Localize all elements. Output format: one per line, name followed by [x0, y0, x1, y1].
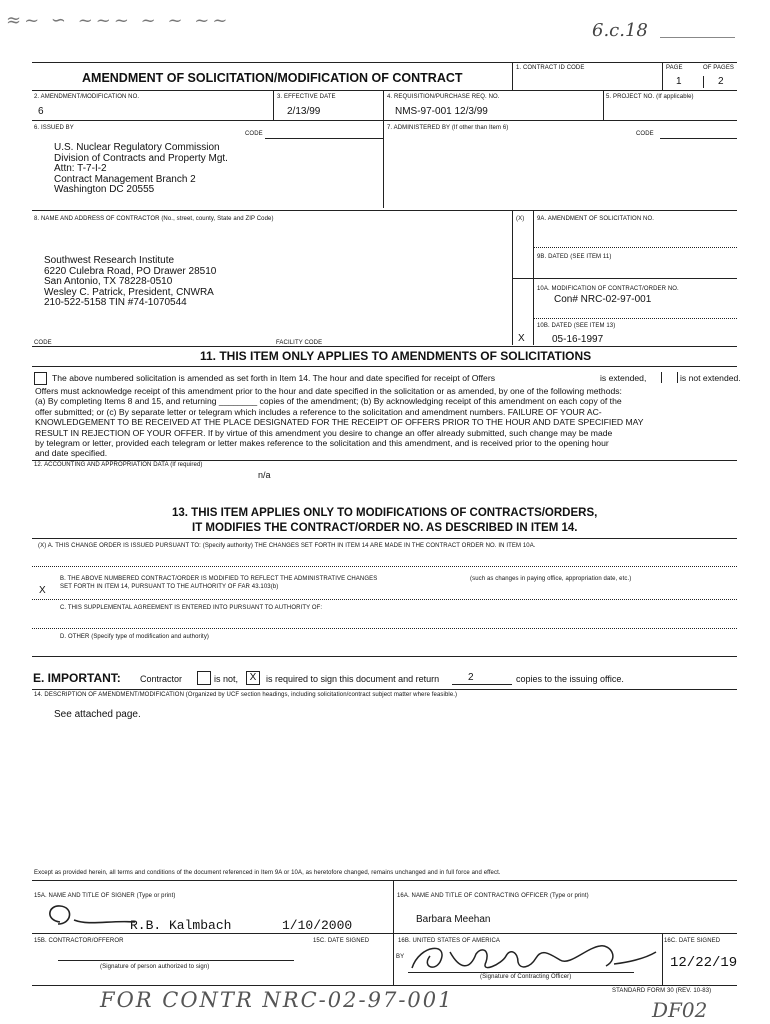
- item-13d-text: D. OTHER (Specify type of modification and authority): [60, 634, 210, 640]
- effective-date: 2/13/99: [287, 106, 321, 117]
- important-label: E. IMPORTANT:: [33, 671, 121, 685]
- item-15b-note: (Signature of person authorized to sign): [100, 964, 210, 970]
- contractor-signature: [40, 900, 150, 940]
- item-16b-note: (Signature of Contracting Officer): [480, 974, 572, 980]
- issued-by-label: 6. ISSUED BY: [34, 125, 74, 131]
- item-13b-mark: X: [39, 585, 46, 596]
- is-required-checkbox[interactable]: X: [246, 671, 260, 685]
- effective-date-label: 3. EFFECTIVE DATE: [277, 94, 336, 100]
- requisition-value: NMS-97-001 12/3/99: [395, 106, 488, 117]
- item-11-extended: is extended,: [600, 373, 647, 383]
- item-11-checkbox[interactable]: [34, 372, 47, 385]
- item-13-heading-line-2: IT MODIFIES THE CONTRACT/ORDER NO. AS DESCRIBED IN ITEM 14.: [192, 522, 578, 534]
- except-statement: Except as provided herein, all terms and conditions of the document referenced in Item 9A or 10A, as heretofore changed, remains unchanged and in full force and effect.: [34, 870, 501, 876]
- x-column-label: (X): [516, 216, 525, 222]
- page-number: 1: [676, 76, 682, 87]
- signer-name: R.B. Kalmbach: [130, 918, 232, 933]
- contractor-code-label: CODE: [34, 340, 52, 346]
- officer-signature: [410, 940, 660, 974]
- item-15c-label: 15C. DATE SIGNED: [313, 938, 370, 944]
- standard-form: STANDARD FORM 30 (REV. 10-83): [612, 988, 712, 994]
- item-11-not-extended: is not extended.: [680, 373, 741, 383]
- contract-id-label: 1. CONTRACT ID CODE: [516, 65, 585, 71]
- facility-code-label: FACILITY CODE: [276, 340, 323, 346]
- administered-by-label: 7. ADMINISTERED BY (If other than Item 6): [387, 125, 509, 131]
- item-13b-note: (such as changes in paying office, appropriation date, etc.): [470, 576, 632, 582]
- item-16b-label: 16B. UNITED STATES OF AMERICA: [398, 938, 501, 944]
- amendment-no-label: 2. AMENDMENT/MODIFICATION NO.: [34, 94, 140, 100]
- important-tail: copies to the issuing office.: [516, 674, 624, 684]
- item-10b-label: 10B. DATED (SEE ITEM 13): [537, 323, 616, 329]
- project-label: 5. PROJECT NO. (If applicable): [606, 94, 694, 100]
- bottom-scrawl: FOR CONTR NRC-02-97-001: [100, 988, 454, 1012]
- item-16a-label: 16A. NAME AND TITLE OF CONTRACTING OFFICER (Type or print): [397, 893, 589, 899]
- contractor-address: Southwest Research Institute 6220 Culebra Road, PO Drawer 28510 San Antonio, TX 78228-0510 Wesley C. Patrick, President, CNWRA 210-522-5158 TIN #74-1070544: [44, 255, 217, 308]
- contractor-label: 8. NAME AND ADDRESS OF CONTRACTOR (No., street, county, State and ZIP Code): [34, 216, 274, 222]
- accounting-label: 12. ACCOUNTING AND APPROPRIATION DATA (If required): [34, 462, 203, 468]
- admin-code-label: CODE: [636, 131, 654, 137]
- item-10b-value: 05-16-1997: [552, 334, 604, 345]
- bottom-right-scrawl: DF02: [652, 998, 708, 1022]
- important-required-text: is required to sign this document and return: [266, 674, 440, 684]
- signer-date: 1/10/2000: [282, 918, 353, 933]
- important-copies: 2: [468, 672, 474, 683]
- issued-by-address: U.S. Nuclear Regulatory Commission Division of Contracts and Property Mgt. Attn: T-7-I-2 Contract Management Branch 2 Washington DC 20555: [54, 142, 228, 195]
- item-15a-label: 15A. NAME AND TITLE OF SIGNER (Type or print): [34, 893, 176, 899]
- page-count: 2: [718, 76, 724, 87]
- item-13a-text: (X) A. THIS CHANGE ORDER IS ISSUED PURSUANT TO: (Specify authority) THE CHANGES SET FORTH IN ITEM 14 ARE MADE IN THE CONTRACT ORDER NO. IN ITEM 10A.: [38, 543, 536, 549]
- form-title: AMENDMENT OF SOLICITATION/MODIFICATION OF CONTRACT: [82, 71, 463, 85]
- requisition-label: 4. REQUISITION/PURCHASE REQ. NO.: [387, 94, 500, 100]
- item-16c-label: 16C. DATE SIGNED: [664, 938, 721, 944]
- item-16b-by: BY: [396, 954, 405, 960]
- is-not-checkbox[interactable]: [197, 671, 211, 685]
- item-13c-text: C. THIS SUPPLEMENTAL AGREEMENT IS ENTERED INTO PURSUANT TO AUTHORITY OF:: [60, 605, 323, 611]
- officer-name: Barbara Meehan: [416, 914, 491, 925]
- accounting-value: n/a: [258, 470, 271, 480]
- important-contractor: Contractor: [140, 674, 183, 684]
- issued-code-label: CODE: [245, 131, 263, 137]
- item-15b-label: 15B. CONTRACTOR/OFFEROR: [34, 938, 124, 944]
- officer-date: 12/22/19: [670, 955, 738, 971]
- item-13b-text: B. THE ABOVE NUMBERED CONTRACT/ORDER IS MODIFIED TO REFLECT THE ADMINISTRATIVE CHANGES: [60, 576, 378, 582]
- item-9a-label: 9A. AMENDMENT OF SOLICITATION NO.: [537, 216, 654, 222]
- item-14-text: See attached page.: [54, 709, 141, 720]
- item-11-heading: 11. THIS ITEM ONLY APPLIES TO AMENDMENTS OF SOLICITATIONS: [200, 349, 592, 363]
- item-11-line-1: The above numbered solicitation is amended as set forth in Item 14. The hour and date specified for receipt of Offers: [52, 373, 495, 383]
- top-right-scrawl: 6.c.18: [592, 20, 648, 41]
- item-13-heading-line-1: 13. THIS ITEM APPLIES ONLY TO MODIFICATIONS OF CONTRACTS/ORDERS,: [172, 507, 598, 519]
- item-10-mark: X: [518, 333, 525, 344]
- item-14-label: 14. DESCRIPTION OF AMENDMENT/MODIFICATION (Organized by UCF section headings, including solicitation/contract subject matter where feasible.): [34, 692, 458, 698]
- item-10a-label: 10A. MODIFICATION OF CONTRACT/ORDER NO.: [537, 286, 679, 292]
- amendment-no: 6: [38, 106, 44, 117]
- item-11-instructions: Offers must acknowledge receipt of this amendment prior to the hour and date specified in the solicitation or as amended, by one of the following methods: (a) By completing Items 8 and 15, and returning ________ copies of the amendment; (b) By acknowledging receipt of this amendment on each copy of the offer submitted; or (c) By separate letter or telegram which includes a reference to the solicitation and amendment numbers. FAILURE OF YOUR AC- KNOWLEDGEMENT TO BE RECEIVED AT THE PLACE DESIGNATED FOR THE RECEIPT OF OFFERS PRIOR TO THE HOUR AND DATE SPECIFIED MAY RESULT IN REJECTION OF YOUR OFFER. If by virtue of this amendment you desire to change an offer already submitted, such change may be made by telegram or letter, provided each telegram or letter makes reference to the solicitation and this amendment, and is received prior to the opening hour and date specified.: [35, 386, 644, 459]
- item-9b-label: 9B. DATED (SEE ITEM 11): [537, 254, 612, 260]
- important-is-not: is not,: [214, 674, 239, 684]
- item-10a-value: Con# NRC-02-97-001: [554, 294, 652, 305]
- top-left-scrawl: ≈~ ∽ ~~~ ~ ~ ~~: [6, 10, 231, 31]
- item-13b-authority: SET FORTH IN ITEM 14, PURSUANT TO THE AUTHORITY OF FAR 43.103(b): [60, 584, 279, 590]
- page-label: PAGE: [666, 65, 683, 71]
- of-pages-label: OF PAGES: [703, 65, 735, 71]
